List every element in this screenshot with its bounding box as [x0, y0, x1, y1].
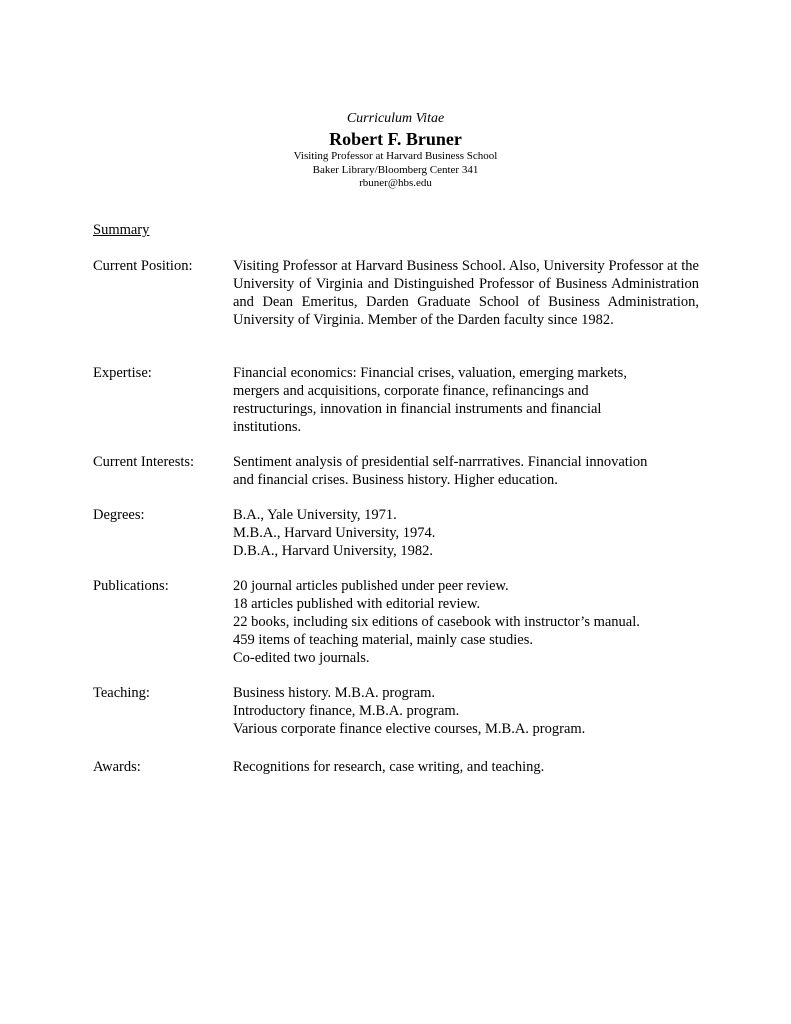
- section-expertise: [93, 364, 699, 436]
- person-address: Baker Library/Bloomberg Center 341: [312, 163, 479, 176]
- publication-item: 18 articles published with editorial review.: [233, 596, 481, 612]
- section-awards: [93, 758, 699, 776]
- publications-list: [233, 577, 699, 667]
- current-interests-line: Sentiment analysis of presidential self-narrratives. Financial innovation: [233, 454, 648, 470]
- current-position-label: Current Position:: [93, 258, 193, 274]
- expertise-text: [233, 364, 699, 436]
- current-interests-label: Current Interests:: [93, 454, 195, 470]
- degrees-label: Degrees:: [93, 507, 145, 523]
- expertise-line: Financial economics: Financial crises, valuation, emerging markets,: [233, 365, 627, 381]
- cv-header: [0, 110, 791, 191]
- awards-label: Awards:: [93, 759, 141, 775]
- degree-item: M.B.A., Harvard University, 1974.: [233, 525, 436, 541]
- person-name: Robert F. Bruner: [329, 129, 462, 149]
- expertise-line: institutions.: [233, 419, 302, 435]
- current-interests-text: [233, 453, 699, 489]
- degree-item: B.A., Yale University, 1971.: [233, 507, 397, 523]
- person-title: Visiting Professor at Harvard Business School: [293, 150, 498, 162]
- current-interests-line: and financial crises. Business history. Higher education.: [233, 472, 558, 488]
- teaching-list: [233, 684, 699, 738]
- teaching-item: Introductory finance, M.B.A. program.: [233, 703, 460, 719]
- section-current-position: [93, 257, 699, 329]
- publication-item: 20 journal articles published under peer review.: [233, 578, 509, 594]
- expertise-label: Expertise:: [93, 365, 152, 381]
- degrees-list: [233, 506, 699, 560]
- section-degrees: [93, 506, 699, 560]
- publication-item: Co-edited two journals.: [233, 650, 370, 666]
- publication-item: 459 items of teaching material, mainly case studies.: [233, 632, 533, 648]
- person-email: rbuner@hbs.edu: [359, 177, 432, 189]
- teaching-item: Various corporate finance elective courses, M.B.A. program.: [233, 721, 586, 737]
- degree-item: D.B.A., Harvard University, 1982.: [233, 543, 434, 559]
- section-current-interests: [93, 453, 699, 489]
- cv-label: Curriculum Vitae: [346, 111, 445, 126]
- section-teaching: [93, 684, 699, 738]
- summary-heading: Summary: [93, 222, 150, 238]
- awards-list: [233, 758, 699, 776]
- expertise-line: mergers and acquisitions, corporate finance, refinancings and: [233, 383, 589, 399]
- publication-item: 22 books, including six editions of casebook with instructor’s manual.: [233, 614, 640, 630]
- section-publications: [93, 577, 699, 667]
- award-item: Recognitions for research, case writing, and teaching.: [233, 759, 545, 775]
- current-position-text: Visiting Professor at Harvard Business School. Also, University Professor at the University of Virginia and Distinguished Professor of Business Administration and Dean Emeritus, Darden Graduate School of Business Administration, University of Virginia. Member of the Darden faculty since 1982.: [233, 258, 699, 328]
- publications-label: Publications:: [93, 578, 169, 594]
- teaching-label: Teaching:: [93, 685, 150, 701]
- expertise-line: restructurings, innovation in financial instruments and financial: [233, 401, 602, 417]
- teaching-item: Business history. M.B.A. program.: [233, 685, 436, 701]
